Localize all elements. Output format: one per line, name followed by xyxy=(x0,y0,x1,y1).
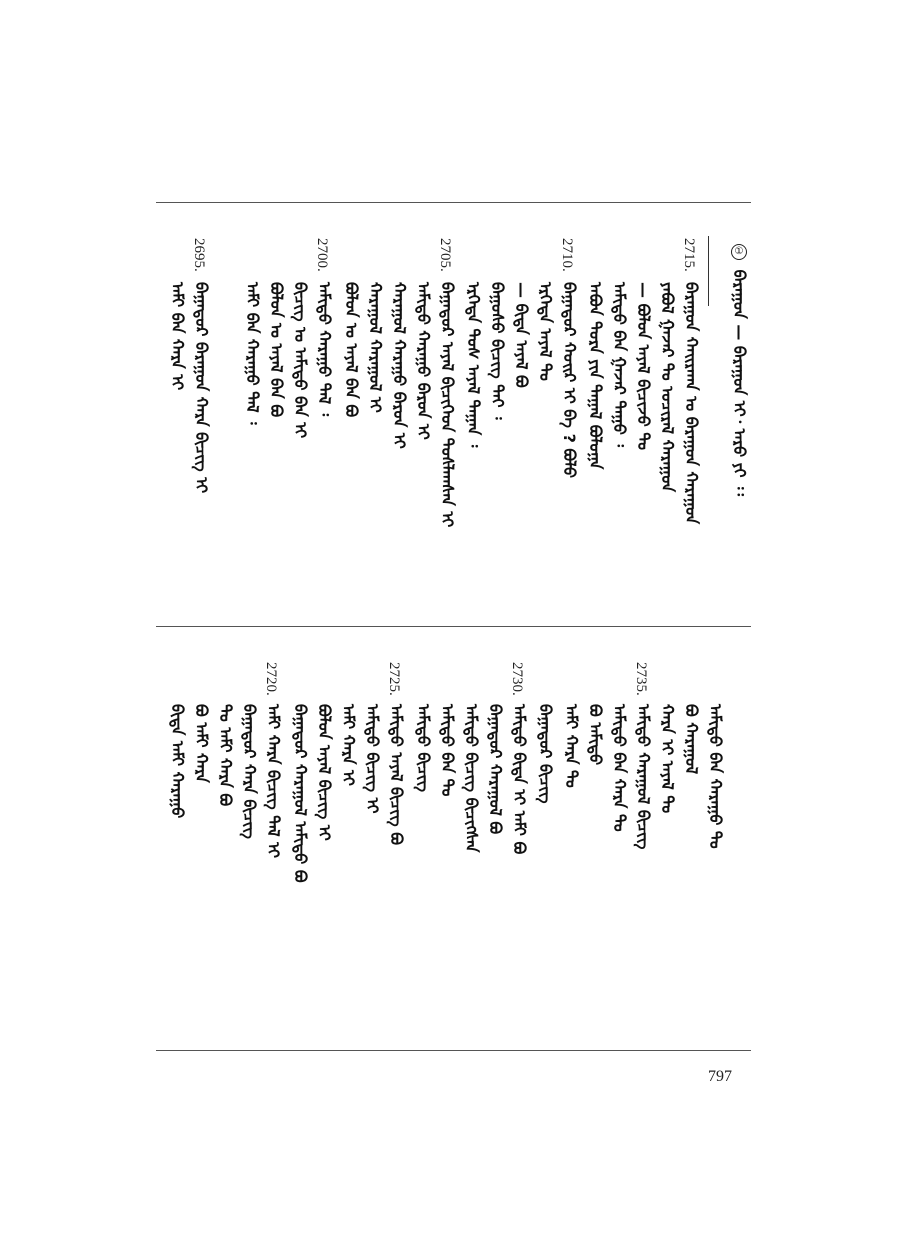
footnote-text: ᠪᠠᠷᠠᠭᠤᠨ — ᠪᠠᠷᠠᠭᠤᠨ ᠢ᠂ ᠠᠷᠤ ᠶᠢ ᠄᠄ xyxy=(730,269,749,496)
text-line: ᠪᠠᠭᠠᠳᠤᠷ ᠬᠣᠢᠷ ᠢ ᠪᠡ ? ᠪᠣᠯᠤ xyxy=(560,282,579,479)
line-number-2720: 2720. xyxy=(263,662,279,696)
text-line: ᠠᠮᠢ ᠪᠠᠨ ᠬᠠᠷᠠᠭᠤ ᠲᠠᠯ ᠄ xyxy=(243,282,262,425)
text-line: ᠠᠮᠢᠳᠤ ᠪᠠᠨ ᠬᠠᠷᠠ ᠲᠤ xyxy=(610,704,629,832)
text-line: ᠬᠠᠷᠠ ᠢ ᠠᠶᠠᠯ ᠲᠤ xyxy=(658,704,677,814)
text-line: ᠠᠮᠢᠳᠤ ᠪᠢᠴᠢᠭ xyxy=(414,704,433,793)
text-line: — ᠪᠣᠯᠤᠨ ᠠᠶᠠᠯ ᠪᠢᠴᠢᠵᠦ ᠲᠤ xyxy=(634,282,653,451)
text-line: ᠠᠮᠢ ᠬᠠᠷᠠ ᠲᠤ xyxy=(562,704,581,788)
line-number-2725: 2725. xyxy=(386,662,402,696)
text-line: ᠠᠮᠢᠳᠤ ᠬᠠᠷᠠᠭᠤ ᠪᠠᠷᠤᠨ ᠢ xyxy=(414,282,433,440)
line-number-2695: 2695. xyxy=(191,238,207,272)
text-line: ᠪᠠᠷᠠᠭᠤᠨ ᠬᠠᠢᠷᠬᠠᠨ ᠤ ᠪᠠᠷᠠᠭᠤᠨ ᠬᠠᠷᠠᠭᠤᠨ xyxy=(682,282,701,525)
text-line: ᠲᠤ ᠠᠮᠢ ᠬᠠᠷᠠ ᠪᠣ xyxy=(216,704,235,807)
text-line: ᠠᠪᠤᠨ ᠲᠤᠷᠠ ᠶᠢᠨ ᠲᠠᠭᠠᠯ ᠪᠣᠯᠤᠭᠠ xyxy=(586,282,605,470)
text-line: ᠠᠮᠢᠳᠤ ᠬᠠᠷᠠᠭᠤᠯ ᠪᠢᠴᠢᠭ xyxy=(634,704,653,850)
text-line: ᠪᠠᠭᠠᠳᠤᠷ ᠪᠢᠴᠢᠭ xyxy=(536,704,555,804)
text-line: ᠪᠢᠳᠡ ᠠᠮᠢ ᠬᠠᠷᠠᠭᠤ xyxy=(168,704,187,819)
text-line: ᠪᠣ ᠠᠮᠢᠳᠤ xyxy=(586,704,605,766)
line-number-2730: 2730. xyxy=(509,662,525,696)
text-line: ᠪᠠᠭᠤᠰᠤ ᠪᠢᠴᠢᠭ ᠲᠠᠢ ᠄ xyxy=(488,282,507,420)
text-line: ᠠᠮᠢ ᠬᠠᠷᠠ ᠢ xyxy=(339,704,358,786)
text-line: ᠪᠠᠭᠠᠳᠤᠷ ᠪᠠᠷᠠᠭᠤᠨ ᠬᠠᠷᠠ ᠪᠢᠴᠢᠭ ᠢ xyxy=(192,282,211,494)
text-line: ᠠᠮᠢ ᠬᠠᠷᠠ ᠪᠢᠴᠢᠭ ᠲᠠᠯ ᠢ xyxy=(264,704,283,859)
text-line: ᠪᠠᠭᠠᠳᠤᠷ ᠬᠠᠷᠠ ᠪᠢᠴᠢᠭ xyxy=(240,704,259,839)
text-line: ᠬᠠᠷᠠᠭᠤᠯ ᠬᠠᠷᠠᠭᠤ ᠪᠠᠷᠤᠨ ᠢ xyxy=(390,282,409,449)
text-line: ᠠᠮᠢ ᠪᠠᠨ ᠬᠠᠷᠠ ᠢ xyxy=(168,282,187,391)
text-line: ᠪᠠᠭᠠᠳᠤᠷ ᠬᠠᠷᠠᠭᠤᠯ ᠪᠣ xyxy=(486,704,505,835)
text-line: ᠠᠮᠢᠳᠤ ᠪᠢᠴᠢᠭ ᠪᠢᠴᠢᠭᠰᠡᠨ xyxy=(462,704,481,853)
line-number-2700: 2700. xyxy=(314,238,330,272)
text-line: ᠠᠮᠢᠳᠤ ᠪᠠᠨ ᠬᠠᠷᠠᠭᠤ ᠲᠤ xyxy=(706,704,725,849)
text-line: ᠠᠮᠢᠳᠤ ᠪᠠᠨ ᠭᠠᠵᠠᠷ ᠳᠠᠭᠤ ᠄ xyxy=(610,282,629,447)
line-number-2705: 2705. xyxy=(437,238,453,272)
footnote xyxy=(728,240,752,496)
footnote-marker: ① xyxy=(731,244,747,260)
text-line: ᠪᠣ ᠠᠮᠢ ᠬᠠᠷᠠ xyxy=(192,704,211,783)
text-line: ᠪᠠᠭᠠᠳᠤᠷ ᠠᠶᠠᠯ ᠪᠢᠴᠢᠭᠡᠳ ᠲᠤᠰᠯᠠᠭᠰᠠᠨ ᠢ xyxy=(438,282,457,528)
text-line: ᠶᠠᠪᠤᠯ ᠭᠠᠵᠠᠷ ᠲᠤ ᠤᠴᠢᠷᠠᠯ ᠬᠠᠷᠠᠭᠤᠨ xyxy=(658,282,677,493)
text-line: ᠪᠣᠯᠤᠨ ᠤ ᠠᠶᠠᠯ ᠪᠠᠨ ᠪᠣ xyxy=(267,282,286,418)
text-line: ᠠᠮᠢᠳᠤ ᠪᠢᠴᠢᠭ ᠢ xyxy=(363,704,382,814)
text-line: ᠠᠮᠢᠳᠤ ᠪᠠᠨ ᠲᠤ xyxy=(438,704,457,797)
page-number: 797 xyxy=(708,1068,732,1085)
text-line: ᠪᠢᠴᠢᠭ ᠤ ᠠᠮᠢᠳᠤ ᠪᠠᠨ ᠢ xyxy=(291,282,310,439)
text-line: ᠡᠷᠬᠡᠳᠡ ᠠᠶᠠᠯ ᠲᠤ xyxy=(536,282,555,381)
text-line: ᠬᠠᠷᠠᠭᠤᠯ ᠬᠠᠷᠠᠭᠤᠯ ᠢ xyxy=(366,282,385,413)
text-line: ᠡᠷᠬᠡᠳᠡ ᠲᠤᠰ ᠠᠶᠠᠯ ᠲᠠᠭᠠᠨ ᠄ xyxy=(464,282,483,448)
text-line: ᠠᠮᠢᠳᠤ ᠪᠢᠳᠡ ᠢ ᠠᠮᠢ ᠪᠣ xyxy=(510,704,529,855)
line-number-2715: 2715. xyxy=(681,238,697,272)
top-rule xyxy=(156,202,751,203)
bottom-rule xyxy=(156,1050,751,1051)
footnote-separator xyxy=(708,236,709,306)
text-line: ᠪᠣ ᠬᠠᠷᠠᠭᠤᠯ xyxy=(682,704,701,775)
text-line: ᠪᠣᠯᠤᠨ ᠤ ᠠᠶᠠᠯ ᠪᠠᠨ ᠪᠣ xyxy=(342,282,361,418)
text-line: ᠠᠮᠢᠳᠤ ᠬᠠᠷᠠᠭᠤ ᠲᠠᠯ ᠄ xyxy=(315,282,334,417)
line-number-2710: 2710. xyxy=(559,238,575,272)
text-line: ᠪᠣᠯᠤᠨ ᠠᠶᠠᠯ ᠪᠢᠴᠢᠭ ᠢ xyxy=(315,704,334,841)
middle-rule xyxy=(156,626,751,627)
text-line: ᠠᠮᠢᠳᠤ ᠠᠶᠠᠯ ᠪᠢᠴᠢᠭ ᠪᠣ xyxy=(387,704,406,845)
text-line: — ᠪᠢᠳᠡ ᠠᠶᠠᠯ ᠪᠣ xyxy=(512,282,531,388)
text-line: ᠪᠠᠭᠠᠳᠤᠷ ᠬᠠᠷᠠᠭᠤᠯ ᠠᠮᠢᠳᠤ ᠪᠣ xyxy=(291,704,310,883)
line-number-2735: 2735. xyxy=(633,662,649,696)
